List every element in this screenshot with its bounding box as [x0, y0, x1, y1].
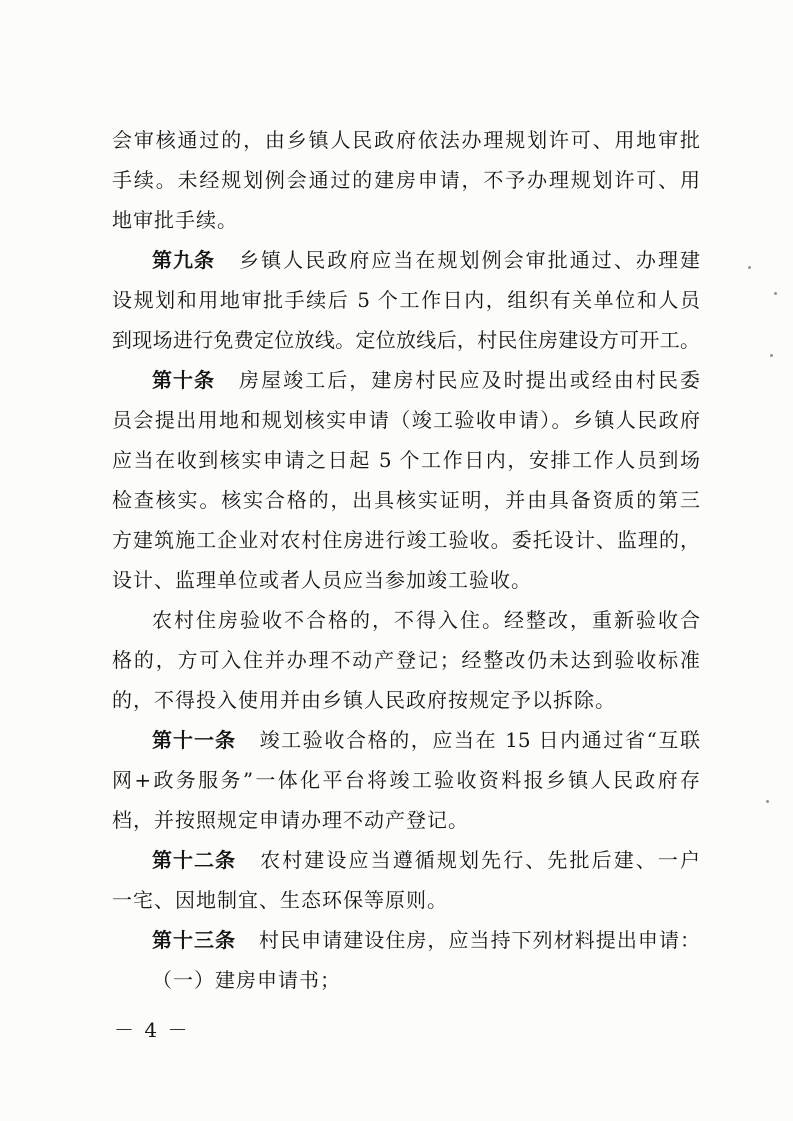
- text-line: 应当在收到核实申请之日起 5 个工作日内，安排工作人员到场: [112, 448, 700, 472]
- paragraph-acceptance-failure: [112, 600, 700, 720]
- paragraph-article-13: [112, 920, 700, 960]
- scan-speck: [748, 266, 751, 269]
- text-line: 网+政务服务”一体化平台将竣工验收资料报乡镇人民政府存: [112, 768, 700, 792]
- text-line: 员会提出用地和规划核实申请（竣工验收申请）。乡镇人民政府: [112, 408, 700, 432]
- paragraph-article-11: [112, 720, 700, 840]
- article-text: 村民申请建设住房，应当持下列材料提出申请：: [258, 928, 700, 952]
- text-line: 会审核通过的，由乡镇人民政府依法办理规划许可、用地审批: [112, 128, 700, 152]
- paragraph-continuation: [112, 120, 700, 240]
- text-line: （一）建房申请书；: [152, 968, 341, 992]
- text-line: 的，不得投入使用并由乡镇人民政府按规定予以拆除。: [112, 688, 616, 712]
- scan-speck: [766, 800, 769, 803]
- paragraph-article-9: [112, 240, 700, 360]
- article-text: 竣工验收合格的，应当在 15 日内通过省“互联: [258, 728, 700, 752]
- text-line: [112, 720, 700, 760]
- document-body: [112, 120, 700, 1000]
- article-heading: 第九条: [152, 248, 215, 272]
- text-line: 方建筑施工企业对农村住房进行竣工验收。委托设计、监理的，: [112, 528, 700, 552]
- text-line: 农村住房验收不合格的，不得入住。经整改，重新验收合: [152, 608, 700, 632]
- scan-speck: [774, 292, 777, 295]
- text-line: 档，并按照规定申请办理不动产登记。: [112, 808, 469, 832]
- text-line: [112, 840, 700, 880]
- article-heading: 第十条: [152, 368, 215, 392]
- text-line: 设规划和用地审批手续后 5 个工作日内，组织有关单位和人员: [112, 288, 700, 312]
- text-line: 设计、监理单位或者人员应当参加竣工验收。: [112, 568, 532, 592]
- paragraph-article-10: [112, 360, 700, 600]
- article-text: 农村建设应当遵循规划先行、先批后建、一户: [258, 848, 700, 872]
- text-line: 一宅、因地制宜、生态环保等原则。: [112, 888, 448, 912]
- text-line: [112, 360, 700, 400]
- text-line: 地审批手续。: [112, 208, 238, 232]
- paragraph-article-12: [112, 840, 700, 920]
- article-heading: 第十三条: [152, 928, 236, 952]
- article-text: 乡镇人民政府应当在规划例会审批通过、办理建: [237, 248, 700, 272]
- text-line: 格的，方可入住并办理不动产登记；经整改仍未达到验收标准: [112, 648, 700, 672]
- page-number: － 4 －: [114, 1018, 190, 1042]
- list-item: [112, 960, 700, 1000]
- text-line: 手续。未经规划例会通过的建房申请，不予办理规划许可、用: [112, 168, 700, 192]
- text-line: [112, 240, 700, 280]
- scan-speck: [770, 354, 773, 357]
- article-heading: 第十二条: [152, 848, 236, 872]
- text-line: 到现场进行免费定位放线。定位放线后，村民住房建设方可开工。: [112, 328, 700, 352]
- article-heading: 第十一条: [152, 728, 236, 752]
- article-text: 房屋竣工后，建房村民应及时提出或经由村民委: [237, 368, 700, 392]
- text-line: 检查核实。核实合格的，出具核实证明，并由具备资质的第三: [112, 488, 700, 512]
- text-line: [112, 920, 700, 960]
